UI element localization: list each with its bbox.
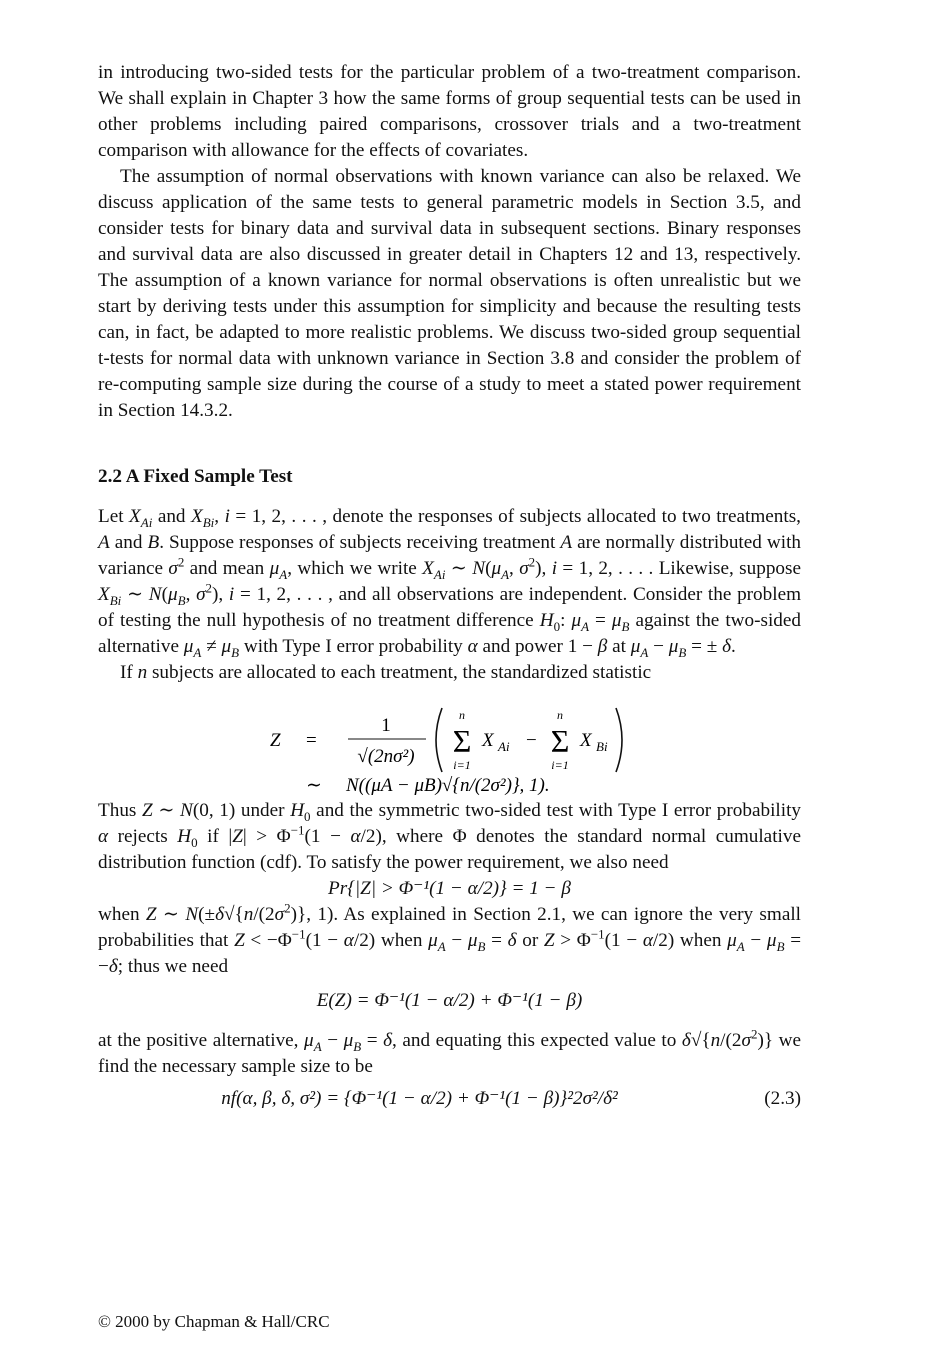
paragraph-intro: in introducing two-sided tests for the particular problem of a two-treatment comparison. We shall explain in Chapter 3 how the same forms of group sequential tests can be used in other problems including paired comparisons, crossover trials and a two-treatment comparison with allowance for the effects of covariates. [98,62,801,161]
paragraph-alternative: at the positive alternative, $\mu_A - \mu_B = \delta$, and equating this expected value to $\delta√\{n/(2\sigma^2)\}$ we find the necessary sample size to be [98,1026,801,1077]
page-body [98,60,801,1112]
equation-z-svg [258,686,738,798]
eq-sum1-sigma: Σ [452,723,472,759]
eq-z-lhs: Z [270,730,281,751]
eq-nf-label: (2.3) [764,1088,801,1109]
eq-sum2-top: n [557,708,563,722]
eq-minus: − [526,730,537,751]
eq-nf-text: nf(α, β, δ, σ²) = {Φ⁻¹(1 − α/2) + Φ⁻¹(1 − β)}²2σ²/δ² [221,1088,618,1109]
eq-right-paren [616,708,622,772]
eq-sum1-bot: i=1 [453,758,471,772]
eq-term-a: X [482,730,494,751]
eq-line2: N((μA − μB)√{n/(2σ²)}, 1). [346,775,550,796]
paragraph-standardized: If n subjects are allocated to each treatment, the standardized statistic [120,662,652,683]
equation-nf [98,1086,801,1112]
eq-frac-den: √(2nσ²) [357,746,415,767]
footer-copyright: © 2000 by Chapman & Hall/CRC [98,1312,330,1331]
equation-ez [98,988,801,1014]
eq-sum2-bot: i=1 [551,758,569,772]
eq-term-a-sub: Ai [498,739,510,754]
eq-pr-text: Pr{|Z| > Φ⁻¹(1 − α/2)} = 1 − β [328,878,571,899]
eq-sum2-sigma: Σ [550,723,570,759]
section-heading: 2.2 A Fixed Sample Test [98,466,293,487]
paragraph-thus: Thus Z ∼ N(0, 1) under $H_0$ and the symmetric two-sided test with Type I error probability α rejects $H_0$ if $|Z| > \Phi^{-1}(1 - \alpha/2)$, where Φ denotes the standard normal cumulative distribution function (cdf). To satisfy the power requirement, we also need [98,800,802,873]
eq-left-paren [436,708,442,772]
equation-pr [98,876,801,902]
eq-ez-text: E(Z) = Φ⁻¹(1 − α/2) + Φ⁻¹(1 − β) [316,990,583,1011]
paragraph-setup: Let $X_{Ai}$ and $X_{Bi}$, i = 1, 2, . . . , denote the responses of subjects allocated to two treatments, A and B. Suppose responses of subjects receiving treatment A are normally distributed with variance $\sigma^2$ and mean $\mu_A$, which we write $X_{Ai}$ ∼ $N(\mu_A$, $\sigma^2$), i = 1, 2, . . . . Likewise, suppose $X_{Bi}$ ∼ $N(\mu_B$, $\sigma^2$), i = 1, 2, . . . , and all observations are independent. Consider the problem of testing the null hypothesis of no treatment difference $H_0$: $\mu_A = \mu_B$ against the two-sided alternative $\mu_A \ne \mu_B$ with Type I error probability α and power 1 − β at $\mu_A - \mu_B$ = ± δ. [98,506,802,660]
eq-equals: = [306,730,317,751]
eq-sum1-top: n [459,708,465,722]
paragraph-when: when Z ∼ $N(\pm\delta√\{n/(2\sigma^2)\}$, 1). As explained in Section 2.1, we can ignore the very small probabilities that $Z < -\Phi^{-1}(1 - \alpha/2)$ when $\mu_A - \mu_B = \delta$ or $Z > \Phi^{-1}(1 - \alpha/2)$ when $\mu_A - \mu_B = -\delta$; thus we need [98,900,802,977]
eq-term-b-sub: Bi [596,739,608,754]
eq-sim: ∼ [306,775,322,796]
eq-frac-num: 1 [381,715,391,736]
paragraph-assumptions: The assumption of normal observations with known variance can also be relaxed. We discuss application of the same tests to general parametric models in Section 3.5, and consider tests for binary data and survival data in subsequent sections. Binary responses and survival data are also discussed in greater detail in Chapters 12 and 13, respectively. The assumption of a known variance for normal observations is often unrealistic but we start by deriving tests under this assumption for simplicity and because the resulting tests can, in fact, be adapted to more realistic problems. We discuss two-sided group sequential t-tests for normal data with unknown variance in Section 3.8 and consider the problem of re-computing sample size during the course of a study to meet a stated power requirement in Section 14.3.2. [98,166,801,421]
eq-term-b: X [580,730,592,751]
display-equation-z [98,686,801,798]
